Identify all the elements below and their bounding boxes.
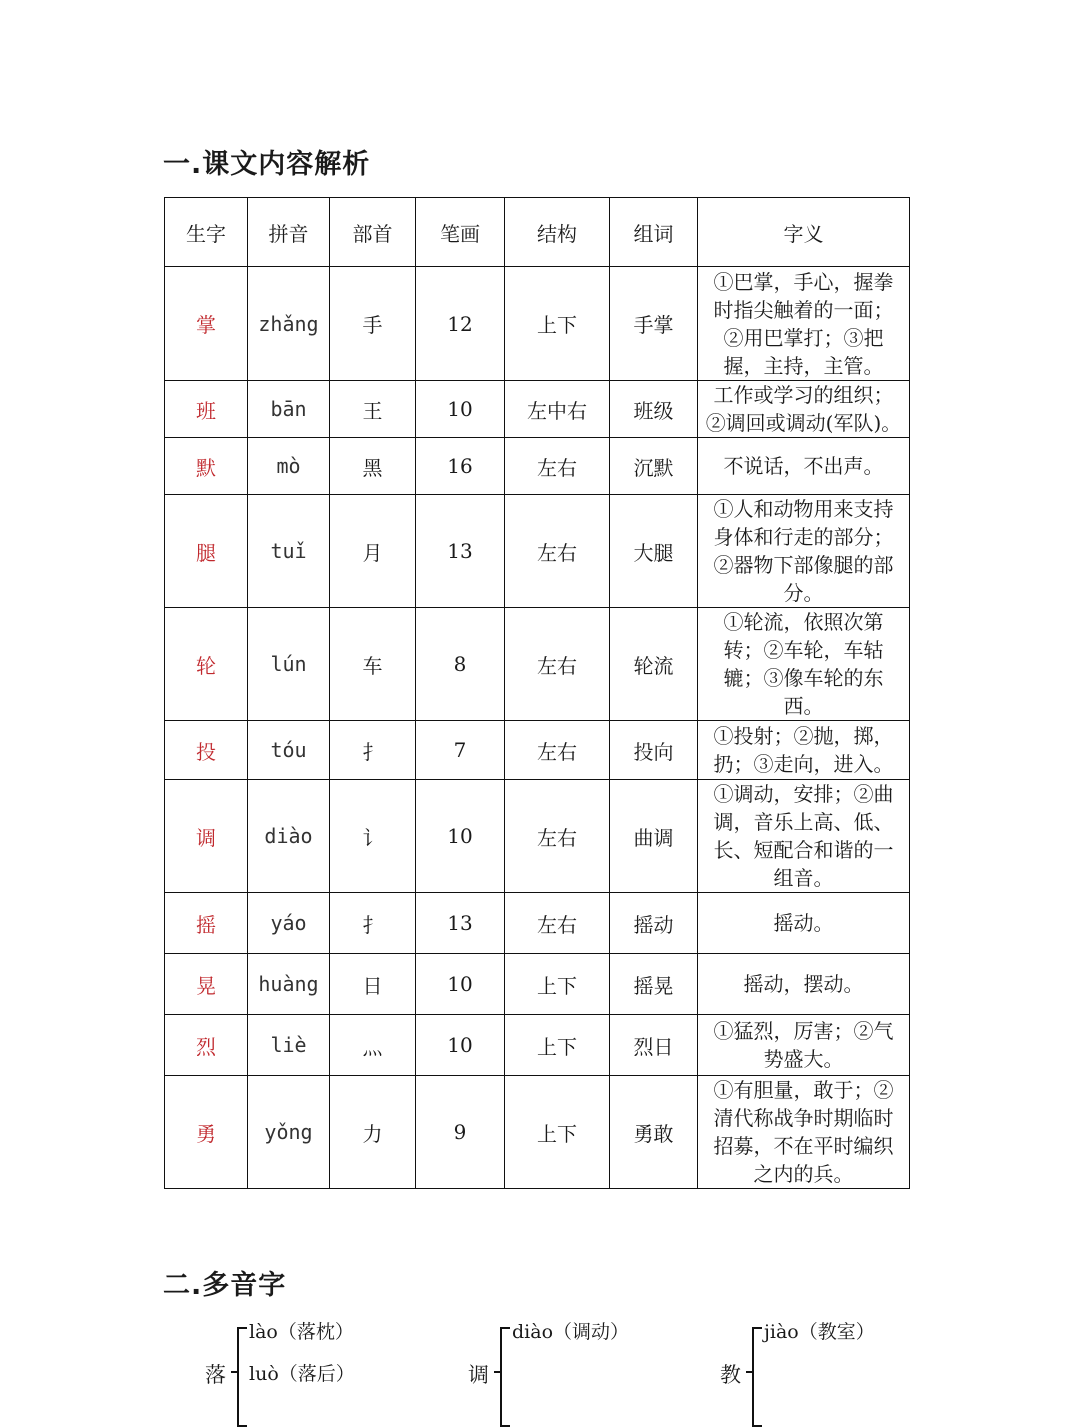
bracket-tick bbox=[494, 1371, 502, 1373]
structure-cell: 左右 bbox=[505, 495, 610, 608]
polyphone-char: 落 bbox=[205, 1363, 226, 1387]
bracket-line bbox=[752, 1327, 762, 1427]
radical-cell: 讠 bbox=[330, 780, 416, 893]
strokes-cell: 8 bbox=[416, 608, 505, 721]
column-header: 生字 bbox=[165, 198, 248, 267]
radical-cell: 黑 bbox=[330, 438, 416, 495]
meaning-cell: ①猛烈，厉害；②气势盛大。 bbox=[698, 1015, 910, 1076]
table-row bbox=[165, 1076, 910, 1189]
table-row bbox=[165, 381, 910, 438]
strokes-cell: 9 bbox=[416, 1076, 505, 1189]
structure-cell: 上下 bbox=[505, 1076, 610, 1189]
pinyin-cell: mò bbox=[248, 438, 330, 495]
polyphone-reading: lào（落枕） bbox=[249, 1321, 354, 1343]
character-cell: 掌 bbox=[165, 267, 248, 381]
character-cell: 投 bbox=[165, 721, 248, 780]
word-cell: 烈日 bbox=[610, 1015, 698, 1076]
character-table bbox=[164, 197, 910, 1189]
structure-cell: 上下 bbox=[505, 1015, 610, 1076]
column-header: 拼音 bbox=[248, 198, 330, 267]
meaning-cell: 不说话，不出声。 bbox=[698, 438, 910, 495]
pinyin-cell: tuǐ bbox=[248, 495, 330, 608]
polyphone-char: 调 bbox=[468, 1363, 489, 1387]
pinyin-cell: huàng bbox=[248, 954, 330, 1015]
column-header: 组词 bbox=[610, 198, 698, 267]
meaning-cell: ①轮流，依照次第转；②车轮，车轱辘；③像车轮的东西。 bbox=[698, 608, 910, 721]
table-row bbox=[165, 608, 910, 721]
strokes-cell: 12 bbox=[416, 267, 505, 381]
character-cell: 摇 bbox=[165, 893, 248, 954]
structure-cell: 左右 bbox=[505, 721, 610, 780]
table-header-row bbox=[165, 198, 910, 267]
strokes-cell: 13 bbox=[416, 495, 505, 608]
pinyin-cell: diào bbox=[248, 780, 330, 893]
section-title: 二.多音字 bbox=[163, 1270, 287, 1301]
pinyin-cell: bān bbox=[248, 381, 330, 438]
bracket-tick bbox=[746, 1371, 754, 1373]
table-row bbox=[165, 954, 910, 1015]
strokes-cell: 10 bbox=[416, 381, 505, 438]
word-cell: 投向 bbox=[610, 721, 698, 780]
strokes-cell: 10 bbox=[416, 1015, 505, 1076]
character-cell: 勇 bbox=[165, 1076, 248, 1189]
polyphone-reading: diào（调动） bbox=[512, 1321, 630, 1343]
column-header: 笔画 bbox=[416, 198, 505, 267]
character-cell: 烈 bbox=[165, 1015, 248, 1076]
pinyin-cell: yáo bbox=[248, 893, 330, 954]
word-cell: 班级 bbox=[610, 381, 698, 438]
strokes-cell: 16 bbox=[416, 438, 505, 495]
meaning-cell: ①巴掌，手心，握拳时指尖触着的一面；②用巴掌打；③把握，主持，主管。 bbox=[698, 267, 910, 381]
column-header: 结构 bbox=[505, 198, 610, 267]
radical-cell: 扌 bbox=[330, 721, 416, 780]
character-cell: 腿 bbox=[165, 495, 248, 608]
word-cell: 沉默 bbox=[610, 438, 698, 495]
meaning-cell: ①调动，安排；②曲调，音乐上高、低、长、短配合和谐的一组音。 bbox=[698, 780, 910, 893]
radical-cell: 王 bbox=[330, 381, 416, 438]
character-cell: 晃 bbox=[165, 954, 248, 1015]
column-header: 部首 bbox=[330, 198, 416, 267]
table-row bbox=[165, 893, 910, 954]
table-row bbox=[165, 1015, 910, 1076]
radical-cell: 日 bbox=[330, 954, 416, 1015]
structure-cell: 左右 bbox=[505, 438, 610, 495]
structure-cell: 左右 bbox=[505, 893, 610, 954]
structure-cell: 左右 bbox=[505, 608, 610, 721]
pinyin-cell: zhǎng bbox=[248, 267, 330, 381]
meaning-cell: 工作或学习的组织；②调回或调动(军队)。 bbox=[698, 381, 910, 438]
structure-cell: 左右 bbox=[505, 780, 610, 893]
radical-cell: 月 bbox=[330, 495, 416, 608]
table-body bbox=[165, 267, 910, 1189]
pinyin-cell: yǒng bbox=[248, 1076, 330, 1189]
radical-cell: 手 bbox=[330, 267, 416, 381]
word-cell: 摇晃 bbox=[610, 954, 698, 1015]
table-row bbox=[165, 438, 910, 495]
strokes-cell: 7 bbox=[416, 721, 505, 780]
polyphone-reading: jiào（教室） bbox=[764, 1321, 875, 1343]
radical-cell: 灬 bbox=[330, 1015, 416, 1076]
structure-cell: 左中右 bbox=[505, 381, 610, 438]
meaning-cell: ①投射；②抛，掷，扔；③走向，进入。 bbox=[698, 721, 910, 780]
polyphone-reading: luò（落后） bbox=[249, 1363, 355, 1385]
meaning-cell: ①人和动物用来支持身体和行走的部分；②器物下部像腿的部分。 bbox=[698, 495, 910, 608]
character-cell: 班 bbox=[165, 381, 248, 438]
radical-cell: 力 bbox=[330, 1076, 416, 1189]
meaning-cell: ①有胆量，敢于；②清代称战争时期临时招募，不在平时编织之内的兵。 bbox=[698, 1076, 910, 1189]
structure-cell: 上下 bbox=[505, 267, 610, 381]
table-row bbox=[165, 267, 910, 381]
polyphone-char: 教 bbox=[720, 1363, 741, 1387]
section-title: 一.课文内容解析 bbox=[163, 149, 371, 180]
pinyin-cell: lún bbox=[248, 608, 330, 721]
strokes-cell: 13 bbox=[416, 893, 505, 954]
structure-cell: 上下 bbox=[505, 954, 610, 1015]
bracket-tick bbox=[231, 1371, 239, 1373]
pinyin-cell: liè bbox=[248, 1015, 330, 1076]
table-row bbox=[165, 495, 910, 608]
word-cell: 大腿 bbox=[610, 495, 698, 608]
meaning-cell: 摇动。 bbox=[698, 893, 910, 954]
word-cell: 手掌 bbox=[610, 267, 698, 381]
word-cell: 勇敢 bbox=[610, 1076, 698, 1189]
character-cell: 默 bbox=[165, 438, 248, 495]
table-row bbox=[165, 721, 910, 780]
word-cell: 摇动 bbox=[610, 893, 698, 954]
table-row bbox=[165, 780, 910, 893]
strokes-cell: 10 bbox=[416, 954, 505, 1015]
pinyin-cell: tóu bbox=[248, 721, 330, 780]
meaning-cell: 摇动，摆动。 bbox=[698, 954, 910, 1015]
radical-cell: 扌 bbox=[330, 893, 416, 954]
column-header: 字义 bbox=[698, 198, 910, 267]
radical-cell: 车 bbox=[330, 608, 416, 721]
character-cell: 轮 bbox=[165, 608, 248, 721]
word-cell: 轮流 bbox=[610, 608, 698, 721]
word-cell: 曲调 bbox=[610, 780, 698, 893]
bracket-line bbox=[237, 1327, 247, 1427]
bracket-line bbox=[500, 1327, 510, 1427]
strokes-cell: 10 bbox=[416, 780, 505, 893]
character-cell: 调 bbox=[165, 780, 248, 893]
